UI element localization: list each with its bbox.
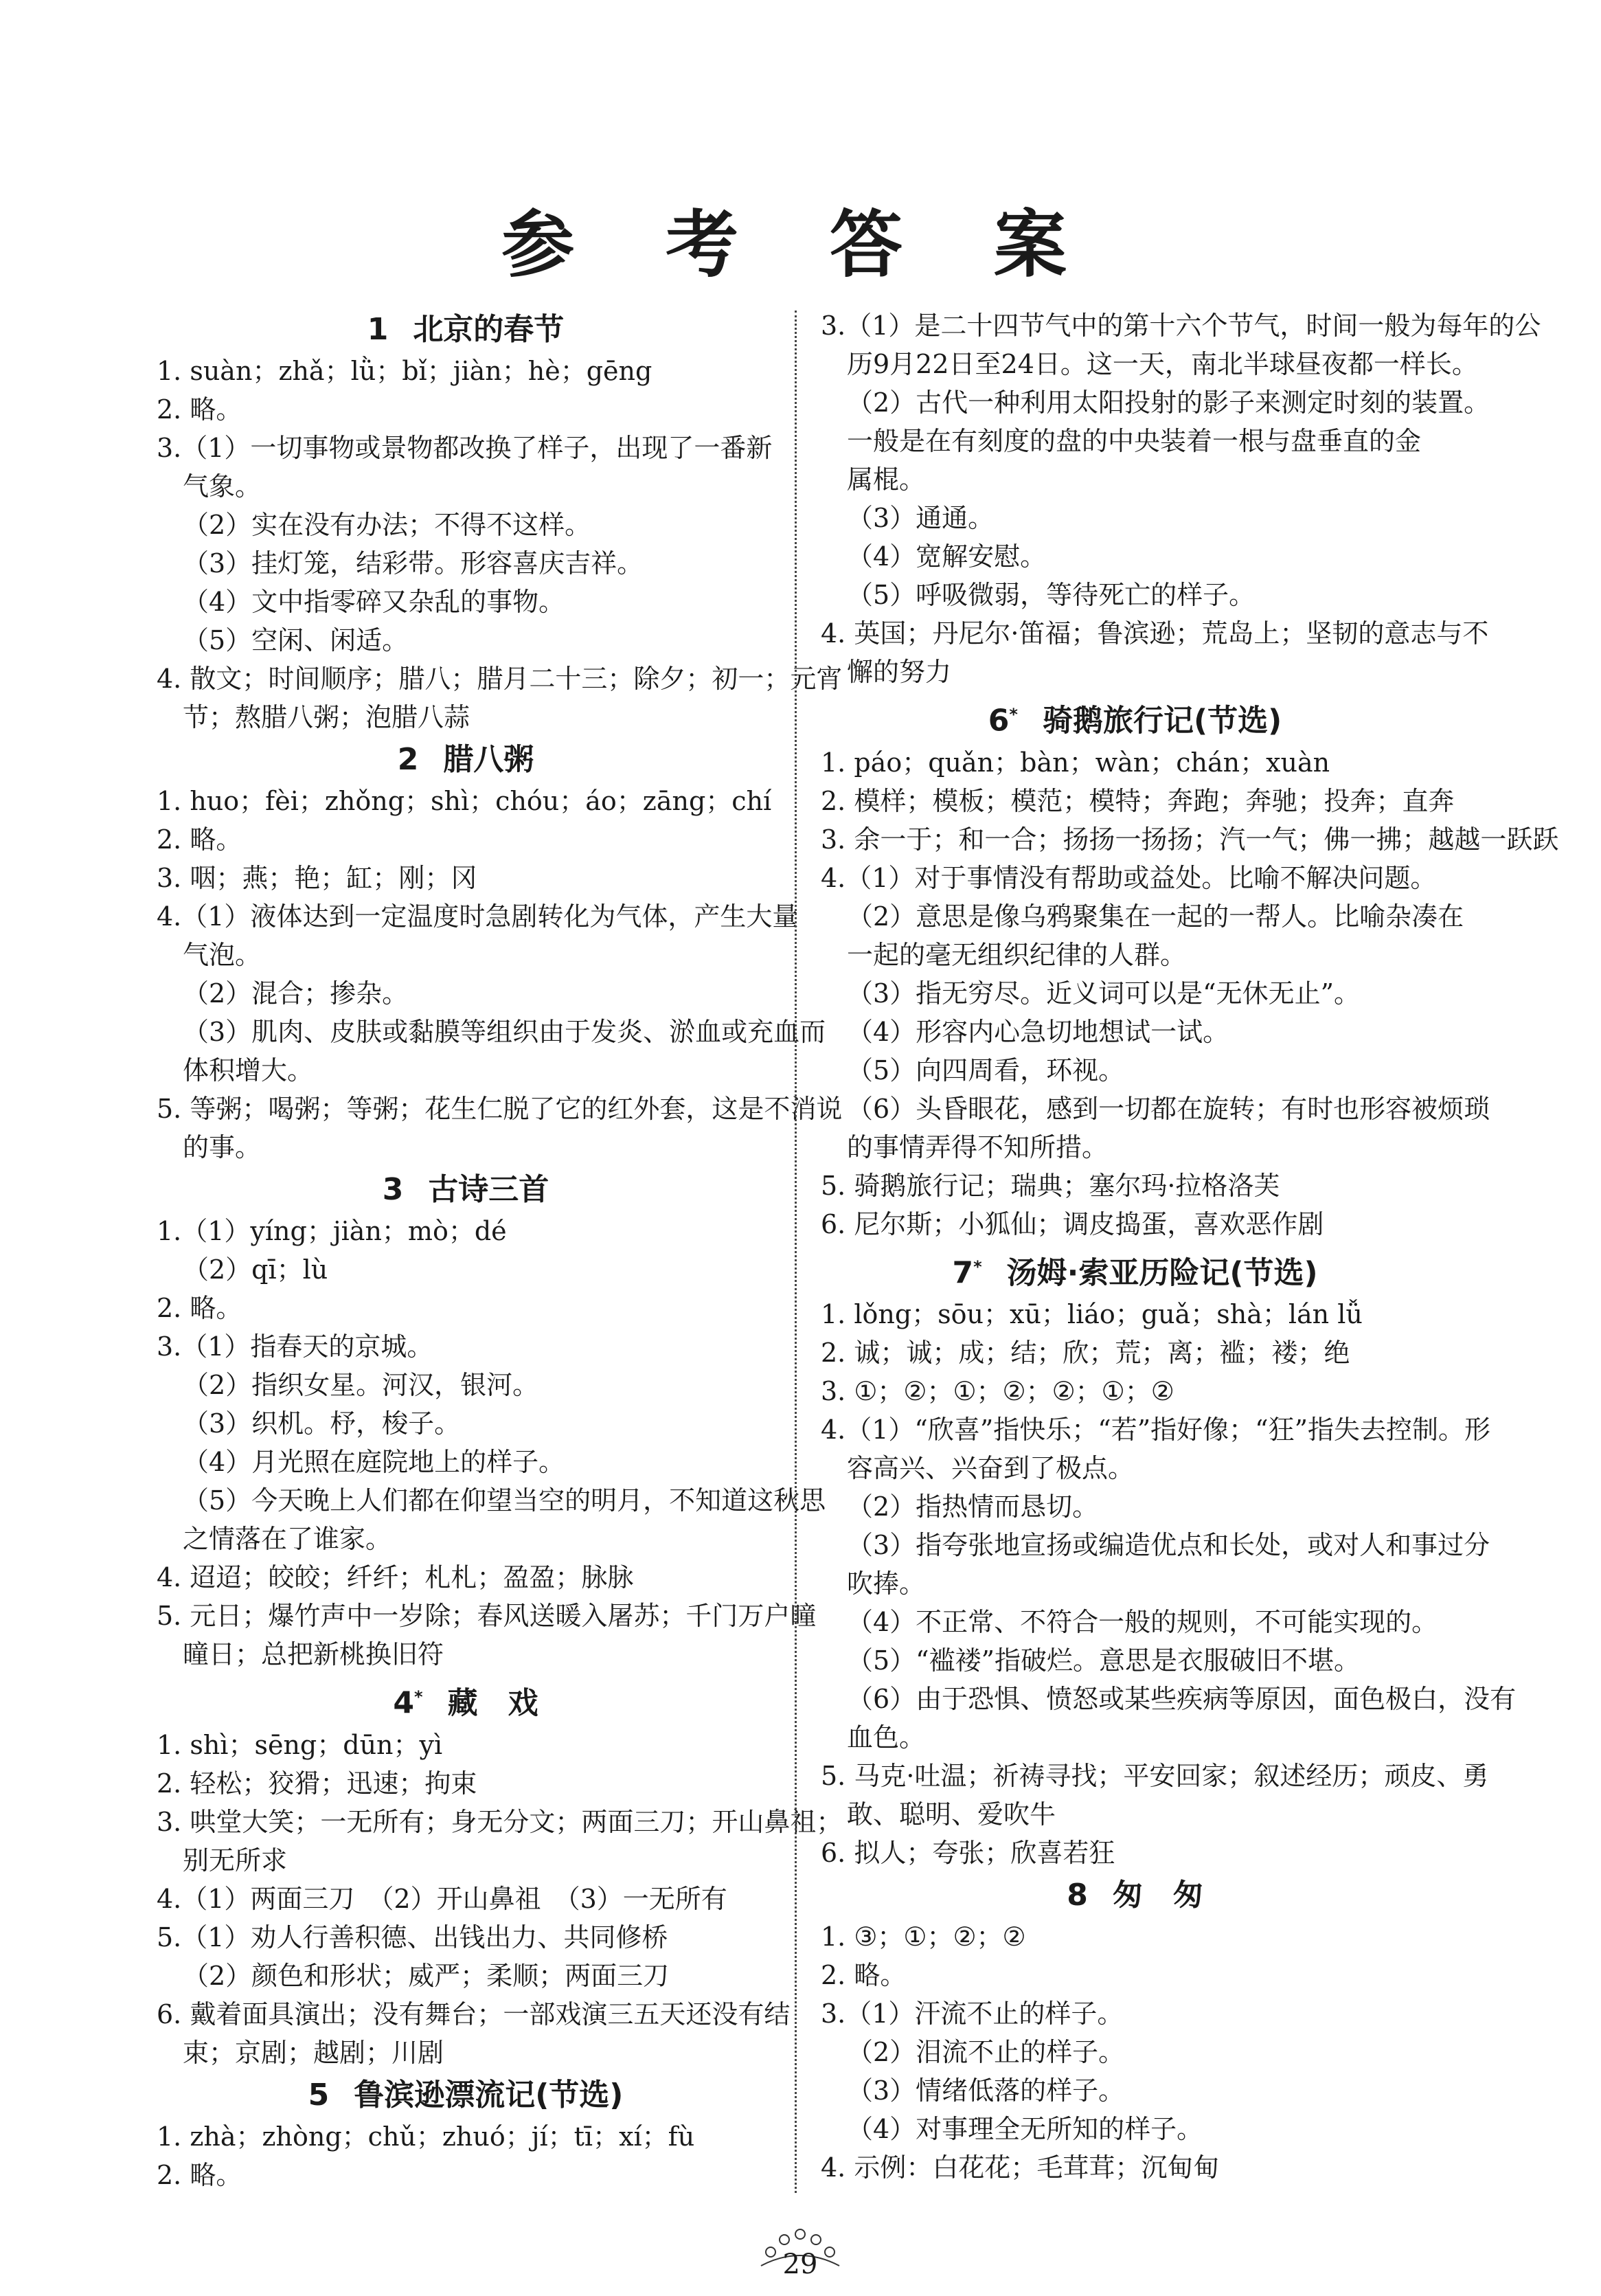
answer-line: 4.（1）两面三刀 （2）开山鼻祖 （3）一无所有 xyxy=(157,1883,727,1914)
section-star: * xyxy=(414,1687,423,1707)
answer-line: 1. zhà；zhòng；chǔ；zhuó；jí；tī；xí；fù xyxy=(157,2121,695,2152)
answer-line: 5. 元日；爆竹声中一岁除；春风送暖入屠苏；千门万户曈 xyxy=(157,1601,817,1631)
column-divider xyxy=(795,311,797,2193)
answer-line: （2）实在没有办法；不得不这样。 xyxy=(183,510,591,540)
answer-line: （5）空闲、闲适。 xyxy=(183,625,409,655)
answer-section xyxy=(821,1876,1449,2187)
answer-line: 2. 略。 xyxy=(157,824,242,855)
answer-line: （5）“褴褛”指破烂。意思是衣服破旧不堪。 xyxy=(847,1645,1361,1676)
answer-line: 6. 戴着面具演出；没有舞台；一部戏演三五天还没有结 xyxy=(157,1999,791,2029)
answer-line: （4）文中指零碎又杂乱的事物。 xyxy=(183,587,565,617)
answer-line: 3. 咽；燕；艳；缸；刚；冈 xyxy=(157,863,477,893)
answer-section xyxy=(821,306,1541,691)
answer-section xyxy=(157,2076,775,2194)
answer-line: 1. ③；①；②；② xyxy=(821,1922,1026,1952)
section-name: 腊八粥 xyxy=(443,742,534,777)
answer-line: 3.（1）是二十四节气中的第十六个节气，时间一般为每年的公 xyxy=(821,311,1541,341)
section-number: 1 xyxy=(367,312,389,347)
answer-line: 气象。 xyxy=(183,471,262,502)
answer-line: （2）混合；掺杂。 xyxy=(183,978,409,1009)
answer-line: 4. 示例：白花花；毛茸茸；沉甸甸 xyxy=(821,2152,1220,2183)
section-name: 鲁滨逊漂流记(节选) xyxy=(354,2077,624,2113)
answer-line: 3. 哄堂大笑；一无所有；身无分文；两面三刀；开山鼻祖； xyxy=(157,1806,843,1837)
answer-line: （2）qī；lù xyxy=(183,1254,328,1285)
section-name: 匆 匆 xyxy=(1112,1878,1203,1913)
answer-line: （5）向四周看，环视。 xyxy=(847,1055,1125,1085)
page-number: 29 xyxy=(782,2249,818,2280)
answer-line: （3）情绪低落的样子。 xyxy=(847,2075,1125,2106)
answer-line: （4）不正常、不符合一般的规则，不可能实现的。 xyxy=(847,1607,1438,1638)
answer-line: （2）指热情而恳切。 xyxy=(847,1492,1099,1522)
answer-line: 属棍。 xyxy=(847,464,926,495)
answer-line: （6）由于恐惧、愤怒或某些疾病等原因，面色极白，没有 xyxy=(847,1684,1517,1715)
answer-line: （2）泪流不止的样子。 xyxy=(847,2037,1125,2068)
answer-line: 1. páo；quǎn；bàn；wàn；chán；xuàn xyxy=(821,747,1330,778)
section-number: 7 xyxy=(952,1255,974,1291)
answer-line: 曈日；总把新桃换旧符 xyxy=(183,1639,444,1669)
section-name: 藏 戏 xyxy=(447,1685,538,1721)
section-name: 北京的春节 xyxy=(413,312,565,347)
answer-line: （4）月光照在庭院地上的样子。 xyxy=(183,1447,565,1477)
answer-line: 吹捧。 xyxy=(847,1568,926,1599)
answer-line: （4）对事理全无所知的样子。 xyxy=(847,2114,1203,2145)
answer-line: 气泡。 xyxy=(183,940,262,970)
answer-line: 容高兴、兴奋到了极点。 xyxy=(847,1453,1135,1484)
answer-line: 2. 模样；模板；模范；模特；奔跑；奔驰；投奔；直奔 xyxy=(821,785,1455,816)
section-number: 3 xyxy=(382,1172,404,1207)
answer-line: （3）通通。 xyxy=(847,503,995,533)
answer-line: 2. 略。 xyxy=(157,394,242,425)
answer-line: 历9月22日至24日。这一天，南北半球昼夜都一样长。 xyxy=(847,349,1478,379)
answer-line: （5）今天晚上人们都在仰望当空的明月，不知道这秋思 xyxy=(183,1485,826,1516)
answer-line: （3）织机。杼，梭子。 xyxy=(183,1408,461,1439)
section-title xyxy=(157,311,775,349)
answer-line: 4.（1）“欣喜”指快乐；“若”指好像；“狂”指失去控制。形 xyxy=(821,1415,1490,1445)
answer-line: 的事。 xyxy=(183,1132,262,1162)
section-number: 5 xyxy=(308,2077,330,2113)
answer-section xyxy=(157,1678,843,2072)
answer-section xyxy=(821,695,1559,1243)
answer-line: 的事情弄得不知所措。 xyxy=(847,1132,1109,1162)
answer-line: 4. 散文；时间顺序；腊八；腊月二十三；除夕；初一；元宵 xyxy=(157,664,843,694)
answer-line: 3.（1）汗流不止的样子。 xyxy=(821,1999,1124,2029)
section-title xyxy=(157,1678,775,1723)
answer-line: （3）指无穷尽。近义词可以是“无休无止”。 xyxy=(847,978,1361,1009)
section-number: 4 xyxy=(393,1685,415,1721)
section-title xyxy=(157,741,775,779)
answer-line: 4.（1）液体达到一定温度时急剧转化为气体，产生大量 xyxy=(157,901,799,932)
answer-line: 之情落在了谁家。 xyxy=(183,1524,392,1554)
answer-line: 5. 等粥；喝粥；等粥；花生仁脱了它的红外套，这是不消说 xyxy=(157,1094,843,1124)
answer-line: 敢、聪明、爱吹牛 xyxy=(847,1799,1056,1830)
answer-line: 一起的毫无组织纪律的人群。 xyxy=(847,939,1187,970)
answer-line: （2）颜色和形状；威严；柔顺；两面三刀 xyxy=(183,1960,670,1991)
section-title xyxy=(157,2076,775,2115)
section-title xyxy=(157,1171,775,1209)
answer-line: （3）肌肉、皮肤或黏膜等组织由于发炎、淤血或充血而 xyxy=(183,1017,826,1047)
answer-line: （4）宽解安慰。 xyxy=(847,541,1047,572)
answer-line: 3.（1）一切事物或景物都改换了样子，出现了一番新 xyxy=(157,433,773,463)
left-column xyxy=(157,306,843,2194)
answer-line: 4.（1）对于事情没有帮助或益处。比喻不解决问题。 xyxy=(821,862,1437,893)
answer-line: 3. ①；②；①；②；②；①；② xyxy=(821,1376,1174,1407)
answer-line: 5.（1）劝人行善积德、出钱出力、共同修桥 xyxy=(157,1922,668,1952)
answer-line: 1. lǒng；sōu；xū；liáo；guǎ；shà；lán lǚ xyxy=(821,1299,1363,1330)
answer-section xyxy=(157,741,843,1167)
answer-section xyxy=(157,311,843,736)
answer-section xyxy=(821,1248,1517,1873)
answer-line: 3.（1）指春天的京城。 xyxy=(157,1331,433,1362)
answer-line: 体积增大。 xyxy=(183,1055,314,1085)
answer-line: （2）古代一种利用太阳投射的影子来测定时刻的装置。 xyxy=(847,387,1490,418)
section-name: 汤姆·索亚历险记(节选) xyxy=(1006,1255,1318,1291)
answer-line: 1. shì；sēng；dūn；yì xyxy=(157,1729,443,1760)
answer-line: 6. 拟人；夸张；欣喜若狂 xyxy=(821,1838,1115,1869)
answer-line: （5）呼吸微弱，等待死亡的样子。 xyxy=(847,580,1256,610)
section-number: 8 xyxy=(1067,1878,1088,1913)
answer-line: 5. 马克·吐温；祈祷寻找；平安回家；叙述经历；顽皮、勇 xyxy=(821,1761,1489,1792)
answer-line: （2）指织女星。河汉，银河。 xyxy=(183,1370,539,1400)
section-number: 2 xyxy=(397,742,419,777)
answer-line: 别无所求 xyxy=(183,1845,288,1876)
section-title xyxy=(821,695,1449,741)
answer-line: （2）意思是像乌鸦聚集在一起的一帮人。比喻杂凑在 xyxy=(847,901,1464,932)
answer-line: （6）头昏眼花，感到一切都在旋转；有时也形容被烦琐 xyxy=(847,1093,1490,1124)
section-star: * xyxy=(973,1257,982,1276)
answer-line: 1. huo；fèi；zhǒng；shì；chóu；áo；zāng；chí xyxy=(157,786,772,816)
answer-line: （3）指夸张地宣扬或编造优点和长处，或对人和事过分 xyxy=(847,1530,1490,1561)
section-title xyxy=(821,1876,1449,1915)
answer-line: （3）挂灯笼，结彩带。形容喜庆吉祥。 xyxy=(183,548,644,578)
answer-line: 1.（1）yíng；jiàn；mò；dé xyxy=(157,1216,507,1246)
answer-line: 4. 迢迢；皎皎；纤纤；札札；盈盈；脉脉 xyxy=(157,1562,634,1592)
page-title: 参 考 答 案 xyxy=(501,203,1100,287)
answer-line: （4）形容内心急切地想试一试。 xyxy=(847,1016,1229,1047)
answer-line: 1. suàn；zhǎ；lǜ；bǐ；jiàn；hè；gēng xyxy=(157,356,652,386)
answer-line: 2. 轻松；狡猾；迅速；拘束 xyxy=(157,1768,477,1799)
answer-line: 血色。 xyxy=(847,1722,926,1753)
section-name: 骑鹅旅行记(节选) xyxy=(1042,703,1282,739)
answer-line: 束；京剧；越剧；川剧 xyxy=(183,2037,444,2068)
answer-line: 2. 略。 xyxy=(821,1960,907,1991)
answer-line: 4. 英国；丹尼尔·笛福；鲁滨逊；荒岛上；坚韧的意志与不 xyxy=(821,618,1489,649)
section-title xyxy=(821,1248,1449,1293)
answer-line: 6. 尼尔斯；小狐仙；调皮捣蛋，喜欢恶作剧 xyxy=(821,1208,1324,1239)
section-name: 古诗三首 xyxy=(428,1172,549,1207)
right-column xyxy=(821,306,1559,2187)
answer-line: 节；熬腊八粥；泡腊八蒜 xyxy=(183,702,470,732)
section-number: 6 xyxy=(988,703,1010,739)
answer-line: 2. 略。 xyxy=(157,1293,242,1323)
answer-line: 2. 诚；诚；成；结；欣；荒；离；褴；褛；绝 xyxy=(821,1338,1350,1369)
answer-line: 一般是在有刻度的盘的中央装着一根与盘垂直的金 xyxy=(847,426,1422,456)
answer-line: 懈的努力 xyxy=(847,657,952,687)
answer-line: 5. 骑鹅旅行记；瑞典；塞尔玛·拉格洛芙 xyxy=(821,1170,1280,1201)
answer-section xyxy=(157,1171,826,1674)
answer-line: 2. 略。 xyxy=(157,2159,242,2190)
section-star: * xyxy=(1009,705,1018,724)
answer-line: 3. 余一于；和一合；扬扬一扬扬；汽一气；佛一拂；越越一跃跃 xyxy=(821,824,1559,855)
